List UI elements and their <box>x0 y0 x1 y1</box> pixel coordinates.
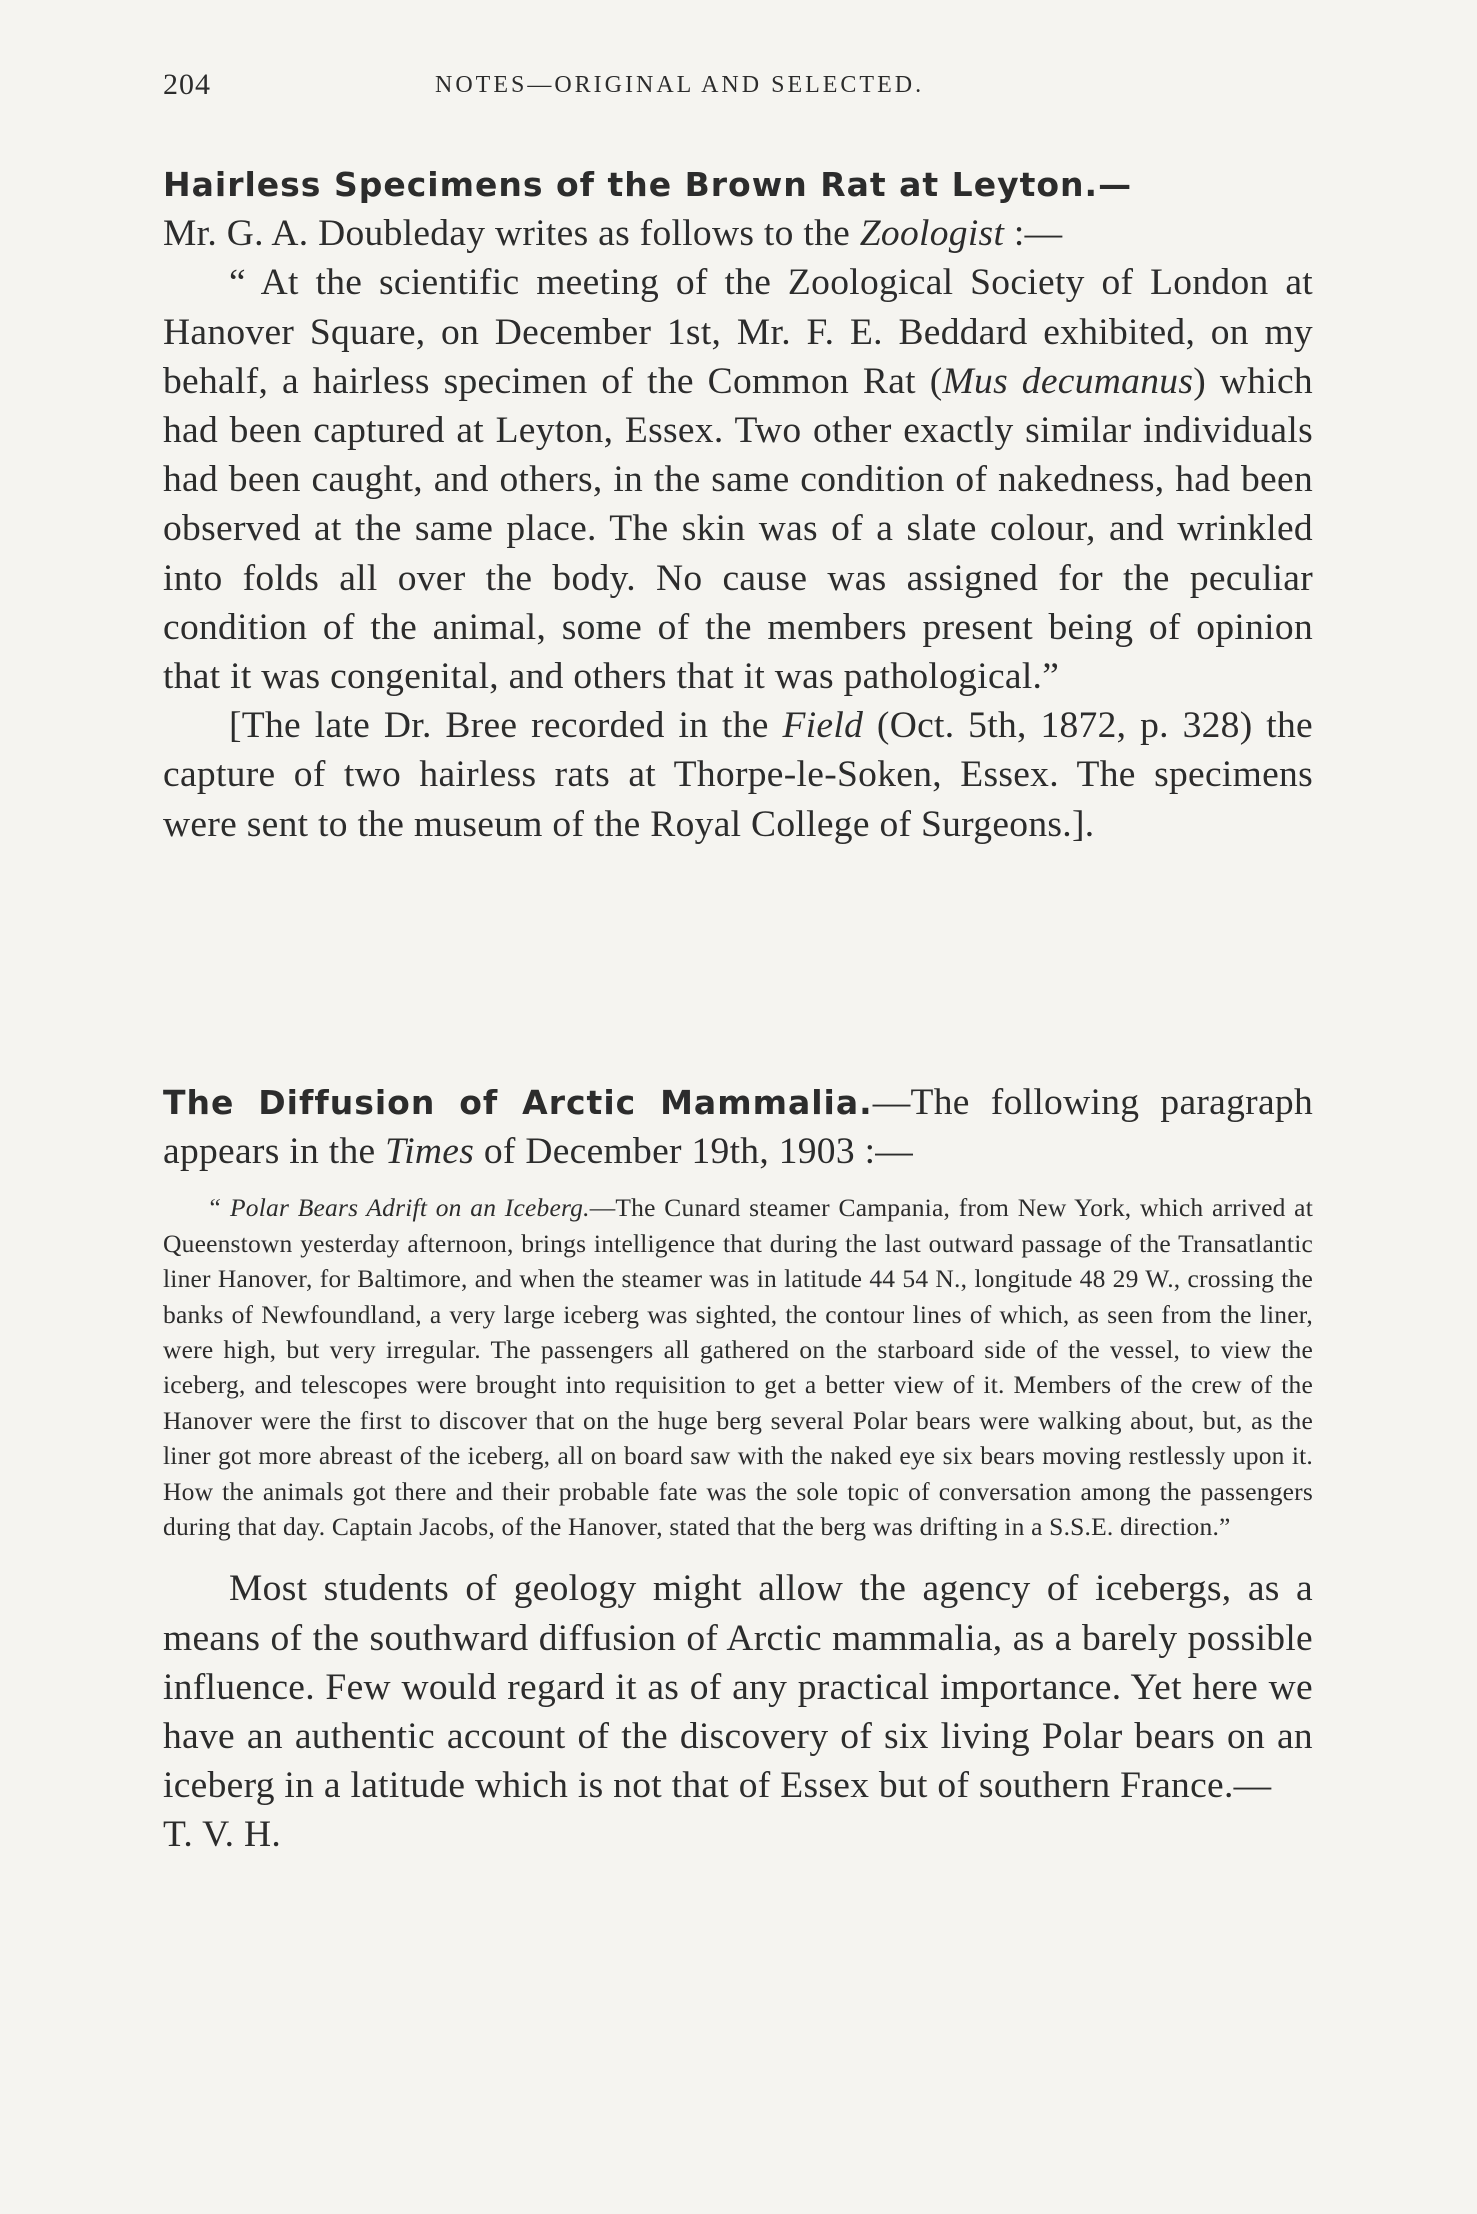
article1-opening <box>163 160 1313 258</box>
species-name: Mus decumanus <box>942 360 1194 402</box>
article2-commentary: Most students of geology might allow the agency of icebergs, as a means of the southward diffusion of Arctic mammalia, as a barely possible influence. Few would regard it as of any practical importance. Yet here we have an authentic account of the discovery of six living Polar bears on an iceberg in a latitude which is not that of Essex but of southern France.— T. V. H. <box>163 1568 1313 1856</box>
times-title: Times <box>385 1131 475 1173</box>
article1-quote: “ At the scientific meeting of the Zoological Society of London at Hanover Square, on December 1st, Mr. F. E. Beddard exhibited, on my behalf, a hairless specimen of the Common Rat (Mus decumanus) which had been captured at Leyton, Essex. Two other exactly similar individuals had been caught, and others, in the same condition of nakedness, had been observed at the same place. The skin was of a slate colour, and wrinkled into folds all over the body. No cause was assigned for the peculiar condition of the animal, some of the members present being of opinion that it was congenital, and others that it was pathological.” <box>163 262 1313 698</box>
quote-headline: “ Polar Bears Adrift on an Iceberg. <box>207 1193 590 1223</box>
author-signature: T. V. H. <box>163 1814 282 1856</box>
field-title: Field <box>782 705 864 747</box>
page-number: 204 <box>163 68 211 101</box>
zoologist-title: Zoologist <box>859 213 1005 255</box>
article-hairless-rats <box>163 160 1313 849</box>
running-title: NOTES—ORIGINAL AND SELECTED. <box>435 72 925 98</box>
article1-heading: Hairless Specimens of the Brown Rat at Leyton.— <box>163 165 1133 204</box>
running-head <box>163 68 1313 108</box>
article2-opening: The Diffusion of Arctic Mammalia.—The following paragraph appears in the Times of December 19th, 1903 :— <box>163 1082 1314 1173</box>
article2-quoted-paragraph: “ Polar Bears Adrift on an Iceberg.—The Cunard steamer Campania, from New York, which arrived at Queenstown yesterday afternoon, brings intelligence that during the last outward passage of the Transatlantic liner Hanover, for Baltimore, and when the steamer was in latitude 44 54 N., longitude 48 29 W., crossing the banks of Newfoundland, a very large iceberg was sighted, the contour lines of which, as seen from the liner, were high, but very irregular. The passengers all gathered on the starboard side of the vessel, to view the iceberg, and telescopes were brought into requisition to get a better view of it. Members of the crew of the Hanover were the first to discover that on the huge berg several Polar bears were walking about, but, as the liner got more abreast of the iceberg, all on board saw with the naked eye six bears moving restlessly upon it. How the animals got there and their probable fate was the sole topic of conversation among the passengers during that day. Captain Jacobs, of the Hanover, stated that the berg was drifting in a S.S.E. direction.” <box>163 1193 1313 1542</box>
article1-intro: Mr. G. A. Doubleday writes as follows to the Zoologist :— <box>163 213 1063 255</box>
article-arctic-mammalia <box>163 1078 1313 1860</box>
article2-heading: The Diffusion of Arctic Mammalia. <box>163 1083 873 1122</box>
article1-editor-note: [The late Dr. Bree recorded in the Field (Oct. 5th, 1872, p. 328) the capture of two hairless rats at Thorpe-le-Soken, Essex. The specimens were sent to the museum of the Royal College of Surgeons.]. <box>163 705 1313 845</box>
